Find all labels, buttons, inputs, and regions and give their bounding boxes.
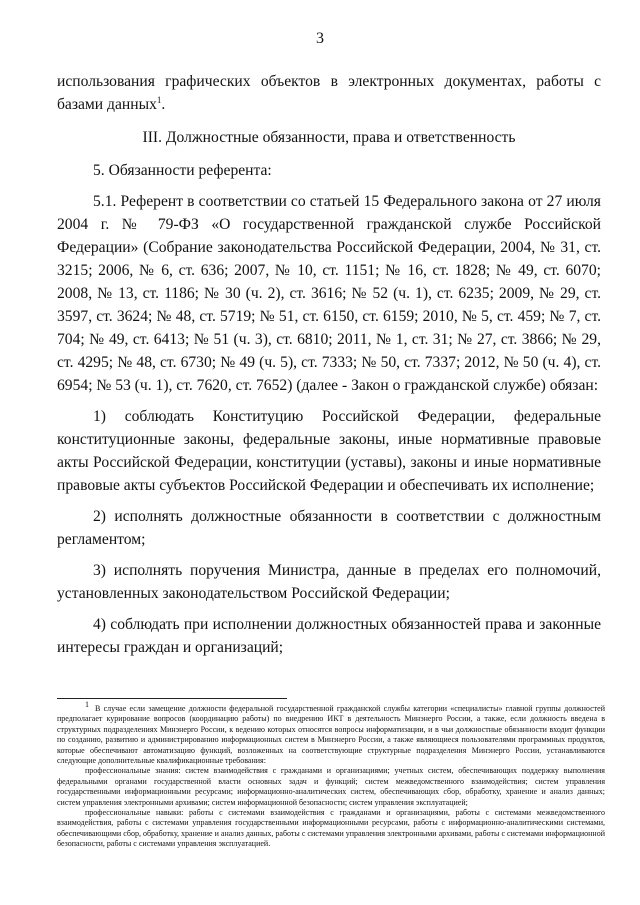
- duty-item-4: 4) соблюдать при исполнении должностных обязанностей права и законные интересы граждан и организаций;: [57, 616, 601, 656]
- main-text: [57, 70, 601, 659]
- continuation-text: использования графических объектов в электронных документах, работы с базами данных: [57, 73, 601, 113]
- footnote-paragraph-1: [57, 700, 605, 766]
- footnote-text-1: В случае если замещение должности федеральной государственной гражданской службы категории «специалисты» главной группы должностей предполагает курирование вопросов (координацию работы) по внедрению ИКТ в деятельность Минэнерго России, а также, если должность введена в структурных подразделениях Минэнерго России, к ведению которых относятся вопросы информатизации, и в чьи должностные обязанности входит функции по созданию, развитию и администрированию информационных систем в Минэнерго России, а также являющиеся пользователями программных продуктов, которые обеспечивают автоматизацию функций, возложенных на соответствующие структурные подразделения Минэнерго России, устанавливаются следующие дополнительные квалификационные требования:: [57, 704, 605, 766]
- section-heading: III. Должностные обязанности, права и ответственность: [142, 129, 516, 146]
- duty-item-2: 2) исполнять должностные обязанности в соответствии с должностным регламентом;: [57, 508, 601, 548]
- continuation-end: .: [161, 96, 166, 113]
- footnote-paragraph-2: профессиональные знания: систем взаимодействия с гражданами и организациями; учетных систем, обеспечивающих поддержку выполнения федеральными органами государственной власти основных задач и функций; систем межведомственного взаимодействия; систем управления государственными информационными ресурсами; информационно-аналитических систем, обеспечивающих сбор, обработку, хранение и анализ данных; систем управления электронными архивами; систем информационной безопасности; систем управления эксплуатацией;: [57, 766, 605, 807]
- footnote-reference: 1: [156, 94, 162, 105]
- duties-title: 5. Обязанности референта:: [93, 162, 272, 179]
- duty-item-3: 3) исполнять поручения Министра, данные в пределах его полномочий, установленных законодательством Российской Федерации;: [57, 562, 601, 602]
- page-number: 3: [316, 30, 324, 47]
- footnote-divider: [57, 698, 287, 699]
- duty-item-1: 1) соблюдать Конституцию Российской Федерации, федеральные конституционные законы, федеральные законы, иные нормативные правовые акты Российской Федерации, конституции (уставы), законы и иные нормативные правовые акты субъектов Российской Федерации и обеспечивать их исполнение;: [57, 408, 601, 494]
- paragraph-5-1: 5.1. Референт в соответствии со статьей 15 Федерального закона от 27 июля 2004 г. № 79-ФЗ «О государственной гражданской службе Российской Федерации» (Собрание законодательства Российской Федерации, 2004, № 31, ст. 3215; 2006, № 6, ст. 636; 2007, № 10, ст. 1151; № 16, ст. 1828; № 49, ст. 6070; 2008, № 13, ст. 1186; № 30 (ч. 2), ст. 3616; № 52 (ч. 1), ст. 6235; 2009, № 29, ст. 3597, ст. 3624; № 48, ст. 5719; № 51, ст. 6150, ст. 6159; 2010, № 5, ст. 459; № 7, ст. 704; № 49, ст. 6413; № 51 (ч. 3), ст. 6810; 2011, № 1, ст. 31; № 27, ст. 3866; № 29, ст. 4295; № 48, ст. 6730; № 49 (ч. 5), ст. 7333; № 50, ст. 7337; 2012, № 50 (ч. 4), ст. 6954; № 53 (ч. 1), ст. 7620, ст. 7652) (далее - Закон о гражданской службе) обязан:: [57, 193, 601, 394]
- footnote-mark: 1: [85, 700, 89, 710]
- continuation-paragraph: [57, 70, 601, 116]
- footnote: [57, 700, 605, 850]
- footnote-paragraph-3: профессиональные навыки: работы с системами взаимодействия с гражданами и организациями, работы с системами межведомственного взаимодействия, работы с системами управления государственными информационными ресурсами, работы с информационно-аналитическими системами, обеспечивающими сбор, обработку, хранение и анализ данных, работы с системами управления электронными архивами, работы с системами информационной безопасности, работы с системами управления эксплуатацией.: [57, 808, 605, 849]
